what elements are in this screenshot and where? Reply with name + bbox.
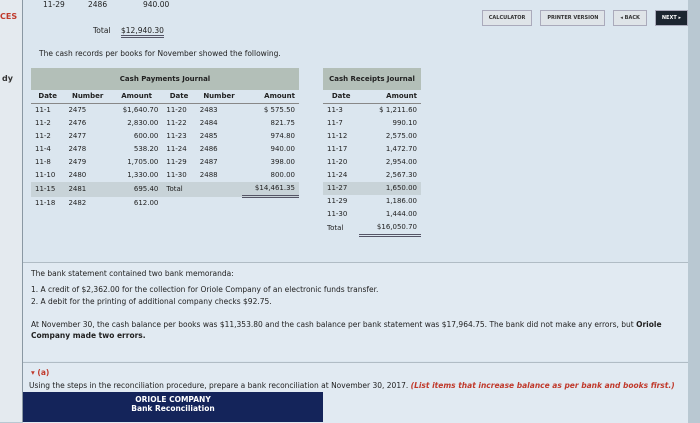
table-cell: 11-10 <box>35 171 56 179</box>
col-header: Number <box>196 90 242 104</box>
col-header: Amount <box>359 90 421 104</box>
col-header: Date <box>323 90 359 104</box>
table-row <box>323 130 421 143</box>
cash-payments-journal <box>31 68 299 211</box>
table-row <box>323 104 421 118</box>
table-cell: 990.10 <box>392 119 417 127</box>
table-cell: 11-3 <box>327 106 343 114</box>
table-cell: 11-23 <box>166 132 187 140</box>
table-cell: 11-2 <box>35 119 51 127</box>
toolbar <box>482 10 688 26</box>
table-cell: 2480 <box>68 171 87 179</box>
printer-version-button[interactable]: PRINTER VERSION <box>540 10 605 26</box>
col-header: Amount <box>242 90 299 104</box>
table-cell: 2,575.00 <box>385 132 417 140</box>
company-name: ORIOLE COMPANY <box>135 395 211 404</box>
table-cell: 11-27 <box>327 184 348 192</box>
memo-section <box>23 262 688 361</box>
prev-total-amount: $12,940.30 <box>121 26 164 38</box>
table-cell: 800.00 <box>270 171 295 179</box>
col-header: Date <box>31 90 64 104</box>
reconciliation-header <box>23 392 323 422</box>
table-cell: 2475 <box>68 106 87 114</box>
table-cell: 1,330.00 <box>127 171 159 179</box>
table-cell: $ 1,211.60 <box>379 106 417 114</box>
table-cell <box>162 197 195 212</box>
table-cell: 11-22 <box>166 119 187 127</box>
table-cell: 11-30 <box>327 210 348 218</box>
table-cell: 11-2 <box>35 132 51 140</box>
table-cell: 2,954.00 <box>385 158 417 166</box>
cash-receipts-journal <box>323 68 421 237</box>
table-cell: 2482 <box>68 199 87 208</box>
table-row <box>31 130 299 143</box>
table-cell: 2484 <box>199 119 218 127</box>
table-cell: 2,567.30 <box>385 171 417 179</box>
instruction-text: Using the steps in the reconciliation procedure, prepare a bank reconciliation at November 30, 2017. <box>29 381 411 390</box>
balance-plain: At November 30, the cash balance per books was $11,353.80 and the cash balance per bank statement was $17,964.75. The bank did not make any errors, but <box>31 320 637 329</box>
table-cell: 1,186.00 <box>385 197 417 205</box>
col-header: Amount <box>111 90 162 104</box>
table-cell: 11-12 <box>327 132 348 140</box>
table-row <box>323 208 421 221</box>
table-row <box>323 143 421 156</box>
table-cell: 1,472.70 <box>385 145 417 153</box>
next-button[interactable]: NEXT ▸ <box>655 10 688 26</box>
prev-number: 2486 <box>88 0 108 9</box>
table-cell: 2479 <box>68 158 87 166</box>
table-row <box>323 195 421 208</box>
table-cell: 11-29 <box>327 197 348 205</box>
table-cell: 11-24 <box>327 171 348 179</box>
back-button[interactable]: ◂ BACK <box>613 10 646 26</box>
table-cell: 2476 <box>68 119 87 127</box>
table-cell <box>196 182 242 197</box>
payments-title: Cash Payments Journal <box>31 68 299 90</box>
part-a-toggle[interactable] <box>31 368 49 377</box>
part-label: (a) <box>37 368 50 377</box>
table-row <box>31 117 299 130</box>
intro-text: The cash records per books for November showed the following. <box>39 49 281 58</box>
memo-item: 1. A credit of $2,362.00 for the collection for Oriole Company of an electronic funds transfer. <box>31 285 379 294</box>
table-cell: 11-8 <box>35 158 51 166</box>
col-header: Number <box>64 90 110 104</box>
table-row <box>31 104 299 118</box>
reconciliation-title: Bank Reconciliation <box>131 404 215 413</box>
table-cell: 11-17 <box>327 145 348 153</box>
table-cell: 11-20 <box>166 106 187 114</box>
instruction <box>29 381 675 390</box>
sidebar-label[interactable]: dy <box>2 74 13 83</box>
table-cell: 940.00 <box>270 145 295 153</box>
table-row <box>323 169 421 182</box>
table-cell: 821.75 <box>270 119 295 127</box>
table-cell: Total <box>166 184 183 193</box>
table-row <box>31 143 299 156</box>
memo-intro: The bank statement contained two bank memoranda: <box>31 269 234 278</box>
balance-text <box>31 319 681 341</box>
table-cell: 11-18 <box>35 199 56 208</box>
table-cell: 974.80 <box>270 132 295 140</box>
table-cell: $ 575.50 <box>263 106 295 114</box>
table-cell: 398.00 <box>270 158 295 166</box>
table-row <box>31 197 299 212</box>
balance-bold: Oriole Company made two errors. <box>31 320 662 340</box>
sidebar <box>0 0 23 422</box>
table-row <box>323 117 421 130</box>
table-cell: 2,830.00 <box>127 119 159 127</box>
table-row <box>323 156 421 169</box>
table-cell: 2481 <box>68 184 87 193</box>
table-cell: 2487 <box>199 158 218 166</box>
memo-item: 2. A debit for the printing of additional company checks $92.75. <box>31 297 272 306</box>
table-cell: 1,705.00 <box>127 158 159 166</box>
table-row <box>323 182 421 195</box>
table-cell: 11-15 <box>35 184 56 193</box>
table-cell: $1,640.70 <box>122 106 159 114</box>
table-cell: 11-1 <box>35 106 51 114</box>
prev-date: 11-29 <box>43 0 65 9</box>
table-cell <box>242 197 299 212</box>
table-cell: 2477 <box>68 132 87 140</box>
calculator-button[interactable]: CALCULATOR <box>482 10 533 26</box>
table-cell: 538.20 <box>133 145 159 153</box>
table-cell: 11-4 <box>35 145 51 153</box>
receipts-title: Cash Receipts Journal <box>323 68 421 90</box>
table-cell <box>196 197 242 212</box>
table-row <box>323 221 421 236</box>
table-row <box>31 182 299 197</box>
sidebar-label[interactable]: CES <box>0 12 18 21</box>
instruction-note: (List items that increase balance as per bank and books first.) <box>410 381 675 390</box>
prev-total-label: Total <box>93 26 111 35</box>
table-cell: 695.40 <box>133 184 159 193</box>
table-cell: 11-29 <box>166 158 187 166</box>
table-cell: $16,050.70 <box>359 221 421 236</box>
table-cell: Total <box>327 223 344 232</box>
table-cell: 600.00 <box>133 132 159 140</box>
table-cell: 2486 <box>199 145 218 153</box>
table-cell: 2483 <box>199 106 218 114</box>
caret-down-icon: ▾ <box>31 368 38 377</box>
table-cell: 11-30 <box>166 171 187 179</box>
table-cell: 2488 <box>199 171 218 179</box>
table-cell: $14,461.35 <box>242 182 299 197</box>
table-row <box>31 156 299 169</box>
col-header: Date <box>162 90 195 104</box>
table-cell: 1,650.00 <box>385 184 417 192</box>
table-cell: 2478 <box>68 145 87 153</box>
table-cell: 1,444.00 <box>385 210 417 218</box>
prev-amount: 940.00 <box>143 0 170 9</box>
table-cell: 612.00 <box>133 199 159 208</box>
main-content <box>23 0 688 422</box>
table-cell: 11-20 <box>327 158 348 166</box>
table-cell: 2485 <box>199 132 218 140</box>
table-cell: 11-7 <box>327 119 343 127</box>
table-row <box>31 169 299 182</box>
table-cell: 11-24 <box>166 145 187 153</box>
